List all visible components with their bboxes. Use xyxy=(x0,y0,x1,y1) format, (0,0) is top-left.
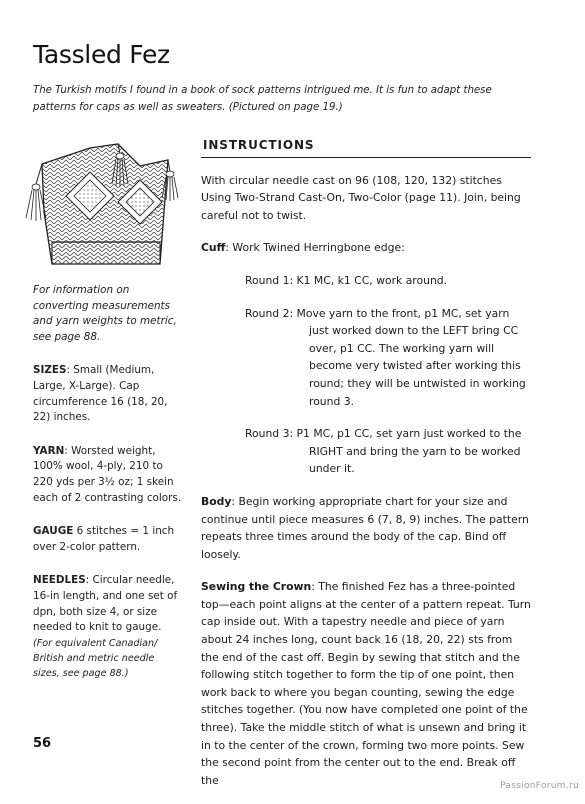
heading-rule xyxy=(201,157,531,158)
sizes-spec: SIZES: Small (Medium, Large, X-Large). Cap circumference 16 (18, 20, 22) inches. xyxy=(33,364,168,424)
watermark: PassionForum.ru xyxy=(500,781,579,791)
metric-note: For information on converting measurements and yarn weights to metric, see page 88. xyxy=(33,284,177,343)
sidebar xyxy=(33,283,183,699)
needle-size-note: (For equivalent Canadian/ British and metric needle sizes, see page 88.) xyxy=(33,637,158,679)
crown-paragraph: Sewing the Crown: The finished Fez has a three-pointed top—each point aligns at the center of a pattern repeat. Turn cap inside out. With a tapestry needle and piece of yarn about 24 inches long, count back 16 (18, 20, 22) sts from the end of the cast off. Begin by sewing that stitch and the following stitch together to form the tip of one point, then work back to where you began counting, sewing the edge stitches together. (You now have completed one point of the three). Take the middle stitch of what is unsewn and bring it in to the center of the crown, forming two more points. Sew the second point from the center out to the end. Break off the xyxy=(201,580,531,787)
fez-illustration xyxy=(22,132,184,280)
gauge-spec: GAUGE 6 stitches = 1 inch over 2-color pattern. xyxy=(33,525,175,553)
page-title: Tassled Fez xyxy=(33,40,170,69)
instructions-column xyxy=(201,137,531,804)
cuff-heading: Cuff: Work Twined Herringbone edge: xyxy=(201,241,405,255)
cuff-section xyxy=(201,239,531,478)
round-2: Round 2: Move yarn to the front, p1 MC, set yarn just worked down to the LEFT bring CC over, p1 CC. The working yarn will become very twisted after working this round; they will be untwisted in working round 3. xyxy=(245,306,526,408)
intro-text: The Turkish motifs I found in a book of sock patterns intrigued me. It is fun to adapt these patterns for caps as well as sweaters. (Pictured on page 19.) xyxy=(33,85,492,113)
round-3: Round 3: P1 MC, p1 CC, set yarn just worked to the RIGHT and bring the yarn to be worked under it. xyxy=(245,427,522,476)
needles-spec: NEEDLES: Circular needle, 16-in length, and one set of dpn, both size 4, or size needed to knit to gauge. (For equivalent Canadian/ British and metric needle sizes, see page 88.) xyxy=(33,573,183,680)
body-paragraph: Body: Begin working appropriate chart for your size and continue until piece measures 6 (7, 8, 9) inches. The pattern repeats three times around the body of the cap. Bind off loosely. xyxy=(201,494,529,561)
instructions-heading: INSTRUCTIONS xyxy=(203,138,315,152)
yarn-spec: YARN: Worsted weight, 100% wool, 4-ply, 210 to 220 yds per 3½ oz; 1 skein each of 2 contrasting colors. xyxy=(33,444,182,504)
round-1: Round 1: K1 MC, k1 CC, work around. xyxy=(245,273,448,287)
cast-on-paragraph: With circular needle cast on 96 (108, 120, 132) stitches Using Two-Strand Cast-On, Two-Color (page 11). Join, being careful not to twist. xyxy=(201,173,521,222)
page-number: 56 xyxy=(33,736,52,751)
